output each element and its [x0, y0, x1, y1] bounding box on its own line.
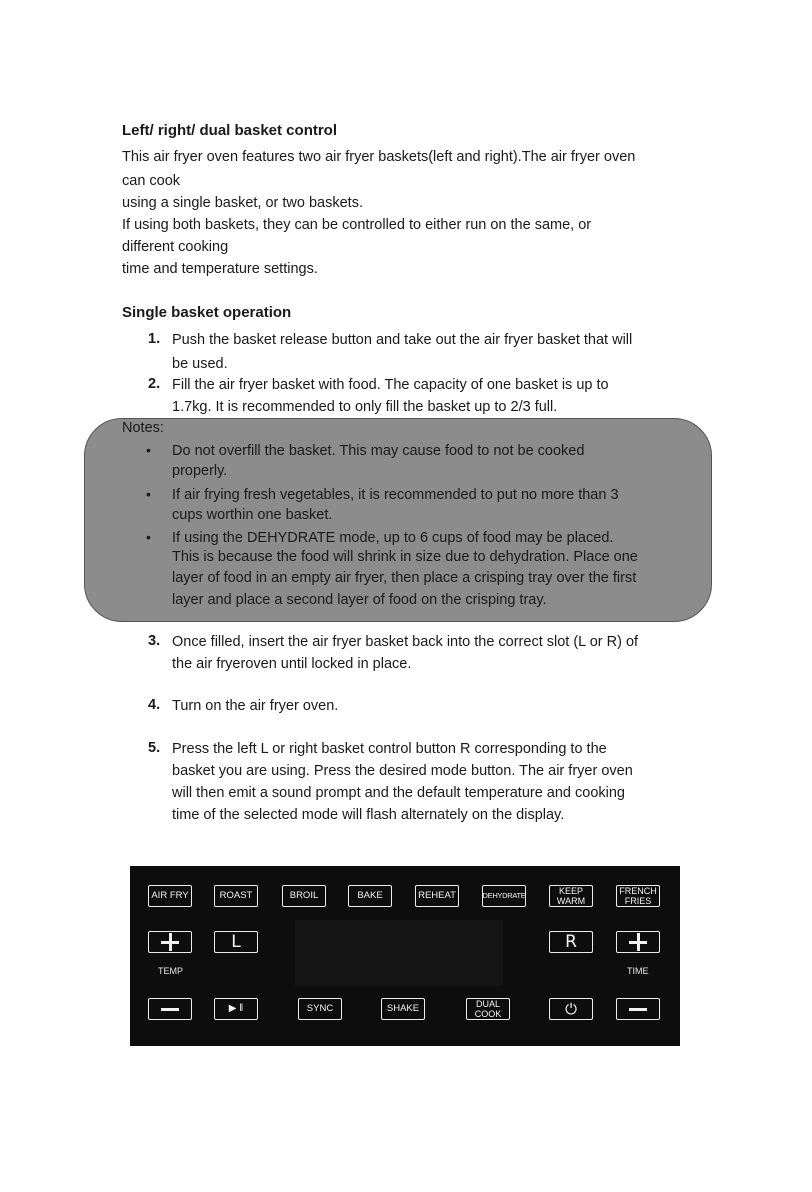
plus-icon — [629, 933, 647, 951]
note-text: If air frying fresh vegetables, it is recommended to put no more than 3 — [172, 487, 619, 503]
roast-button[interactable]: ROAST — [214, 885, 258, 907]
paragraph-line: time and temperature settings. — [122, 261, 318, 277]
note-text: layer of food in an empty air fryer, then place a crisping tray over the first — [172, 570, 637, 586]
minus-icon — [161, 1000, 179, 1018]
step-text: Push the basket release button and take out the air fryer basket that will — [172, 332, 633, 348]
step-text: basket you are using. Press the desired mode button. The air fryer oven — [172, 763, 633, 779]
time-label: TIME — [627, 966, 649, 976]
bullet-icon: • — [146, 529, 151, 545]
step-text: Press the left L or right basket control button R corresponding to the — [172, 741, 607, 757]
note-text: cups worthin one basket. — [172, 507, 333, 523]
reheat-button[interactable]: REHEAT — [415, 885, 459, 907]
step-text: Once filled, insert the air fryer basket back into the correct slot (L or R) of — [172, 634, 639, 650]
time-down-button[interactable] — [616, 998, 660, 1020]
section-heading-single-basket: Single basket operation — [122, 304, 292, 321]
note-text: properly. — [172, 463, 228, 479]
power-button[interactable] — [549, 998, 593, 1020]
step-text: be used. — [172, 356, 228, 372]
right-basket-button[interactable]: R — [549, 931, 593, 953]
time-up-button[interactable] — [616, 931, 660, 953]
broil-button[interactable]: BROIL — [282, 885, 326, 907]
power-icon: ⏻ — [565, 1000, 577, 1018]
note-text: If using the DEHYDRATE mode, up to 6 cups of food may be placed. — [172, 530, 614, 546]
step-text: will then emit a sound prompt and the default temperature and cooking — [172, 785, 625, 801]
step-text: 1.7kg. It is recommended to only fill the basket up to 2/3 full. — [172, 399, 558, 415]
step-number: 5. — [148, 740, 161, 756]
note-text: This is because the food will shrink in size due to dehydration. Place one — [172, 549, 638, 565]
shake-button[interactable]: SHAKE — [381, 998, 425, 1020]
step-number: 3. — [148, 633, 161, 649]
dual-cook-button[interactable]: DUAL COOK — [466, 998, 510, 1020]
bullet-icon: • — [146, 486, 151, 502]
minus-icon — [629, 1000, 647, 1018]
bullet-icon: • — [146, 442, 151, 458]
section-heading-basket-control: Left/ right/ dual basket control — [122, 122, 338, 139]
panel-display — [295, 920, 503, 986]
plus-icon — [161, 933, 179, 951]
left-basket-button[interactable]: L — [214, 931, 258, 953]
bake-button[interactable]: BAKE — [348, 885, 392, 907]
step-text: the air fryeroven until locked in place. — [172, 656, 412, 672]
step-number: 1. — [148, 331, 161, 347]
step-text: Fill the air fryer basket with food. The capacity of one basket is up to — [172, 377, 609, 393]
notes-title: Notes: — [122, 420, 164, 436]
paragraph-line: using a single basket, or two baskets. — [122, 195, 363, 211]
paragraph-line: If using both baskets, they can be controlled to either run on the same, or — [122, 217, 592, 233]
keep-warm-button[interactable]: KEEP WARM — [549, 885, 593, 907]
temp-up-button[interactable] — [148, 931, 192, 953]
sync-button[interactable]: SYNC — [298, 998, 342, 1020]
french-fries-button[interactable]: FRENCH FRIES — [616, 885, 660, 907]
step-number: 2. — [148, 376, 161, 392]
note-text: Do not overfill the basket. This may cause food to not be cooked — [172, 443, 585, 459]
play-pause-button[interactable]: ▶ ǁ — [214, 998, 258, 1020]
paragraph-line: This air fryer oven features two air fryer baskets(left and right).The air fryer oven — [122, 149, 636, 165]
note-text: layer and place a second layer of food on the crisping tray. — [172, 592, 547, 608]
step-text: time of the selected mode will flash alternately on the display. — [172, 807, 565, 823]
air-fry-button[interactable]: AIR FRY — [148, 885, 192, 907]
paragraph-line: can cook — [122, 173, 181, 189]
temp-down-button[interactable] — [148, 998, 192, 1020]
step-text: Turn on the air fryer oven. — [172, 698, 339, 714]
paragraph-line: different cooking — [122, 239, 229, 255]
dehydrate-button[interactable]: DEHYDRATE — [482, 885, 526, 907]
step-number: 4. — [148, 697, 161, 713]
temp-label: TEMP — [158, 966, 184, 976]
